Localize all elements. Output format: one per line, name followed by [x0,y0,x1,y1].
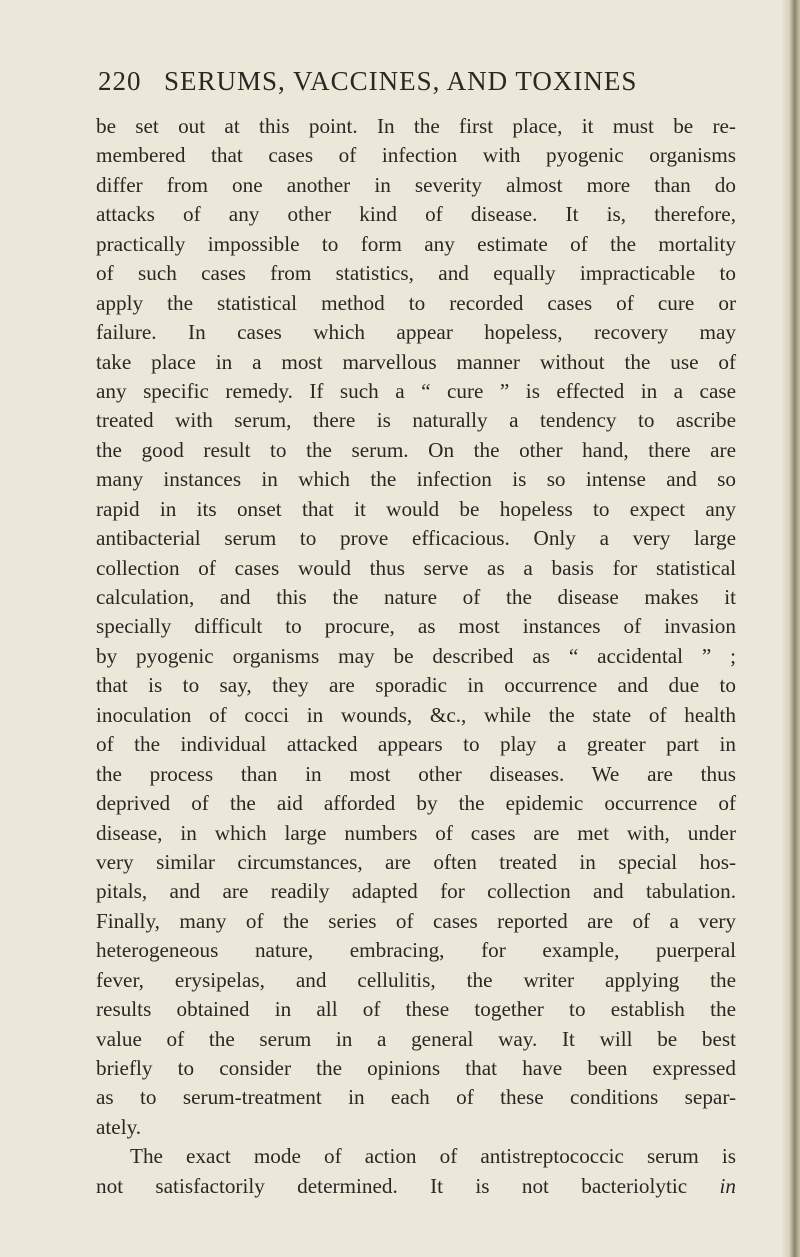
text-line: by pyogenic organisms may be described as “ accidental ” ; [96,643,736,668]
text-line: membered that cases of infection with pyogenic organisms [96,143,736,168]
page-header [98,64,698,98]
page-edge [782,0,800,1257]
text-line: ately. [96,1114,142,1139]
text-line: take place in a most marvellous manner without the use of [96,349,736,374]
text-line: apply the statistical method to recorded cases of cure or [96,290,736,315]
text-line: differ from one another in severity almost more than do [96,172,736,197]
text-line: any specific remedy. If such a “ cure ” is effected in a case [96,378,736,403]
text-line: practically impossible to form any estimate of the mortality [96,231,736,256]
text-line: collection of cases would thus serve as a basis for statistical [96,555,736,580]
text-line: results obtained in all of these together to establish the [96,997,736,1022]
text-line: rapid in its onset that it would be hopeless to expect any [96,496,736,521]
text-line: inoculation of cocci in wounds, &c., while the state of health [96,702,736,727]
text-line: calculation, and this the nature of the disease makes it [96,585,736,609]
text-line: as to serum-treatment in each of these conditions separ- [96,1085,736,1110]
text-line: fever, erysipelas, and cellulitis, the writer applying the [96,967,736,992]
paragraph-2-line-1: The exact mode of action of antistreptococcic serum is [130,1144,736,1169]
text-line: that is to say, they are sporadic in occurrence and due to [96,673,736,698]
paragraph-2-line-2 [96,1172,736,1201]
text-line: specially difficult to procure, as most instances of invasion [96,614,736,639]
text-line: the good result to the serum. On the other hand, there are [96,437,736,462]
text-line: briefly to consider the opinions that have been expressed [96,1056,736,1080]
running-title: SERUMS, VACCINES, AND TOXINES [164,66,638,96]
paragraph-2-line-2-text: not satisfactorily determined. It is not bacteriolytic [96,1173,688,1198]
text-line: very similar circumstances, are often treated in special hos- [96,849,736,874]
italic-word: in [719,1173,736,1198]
text-line: failure. In cases which appear hopeless, recovery may [96,320,736,345]
body-text [96,112,736,1201]
text-line: treated with serum, there is naturally a tendency to ascribe [96,408,736,433]
text-line: deprived of the aid afforded by the epidemic occurrence of [96,791,736,816]
text-line: heterogeneous nature, embracing, for example, puerperal [96,938,736,963]
text-line: pitals, and are readily adapted for collection and tabulation. [96,879,736,904]
text-line: antibacterial serum to prove efficacious. Only a very large [96,526,736,551]
page-number: 220 [98,66,142,96]
text-line: value of the serum in a general way. It will be best [96,1026,736,1051]
text-line: of the individual attacked appears to play a greater part in [96,732,736,757]
text-line: attacks of any other kind of disease. It is, therefore, [96,202,736,227]
text-line: the process than in most other diseases. We are thus [96,761,736,786]
text-line: of such cases from statistics, and equally impracticable to [96,261,736,286]
text-line: be set out at this point. In the first place, it must be re- [96,114,736,138]
text-line: many instances in which the infection is so intense and so [96,467,736,492]
text-line: disease, in which large numbers of cases are met with, under [96,820,736,845]
text-line: Finally, many of the series of cases reported are of a very [96,908,736,933]
